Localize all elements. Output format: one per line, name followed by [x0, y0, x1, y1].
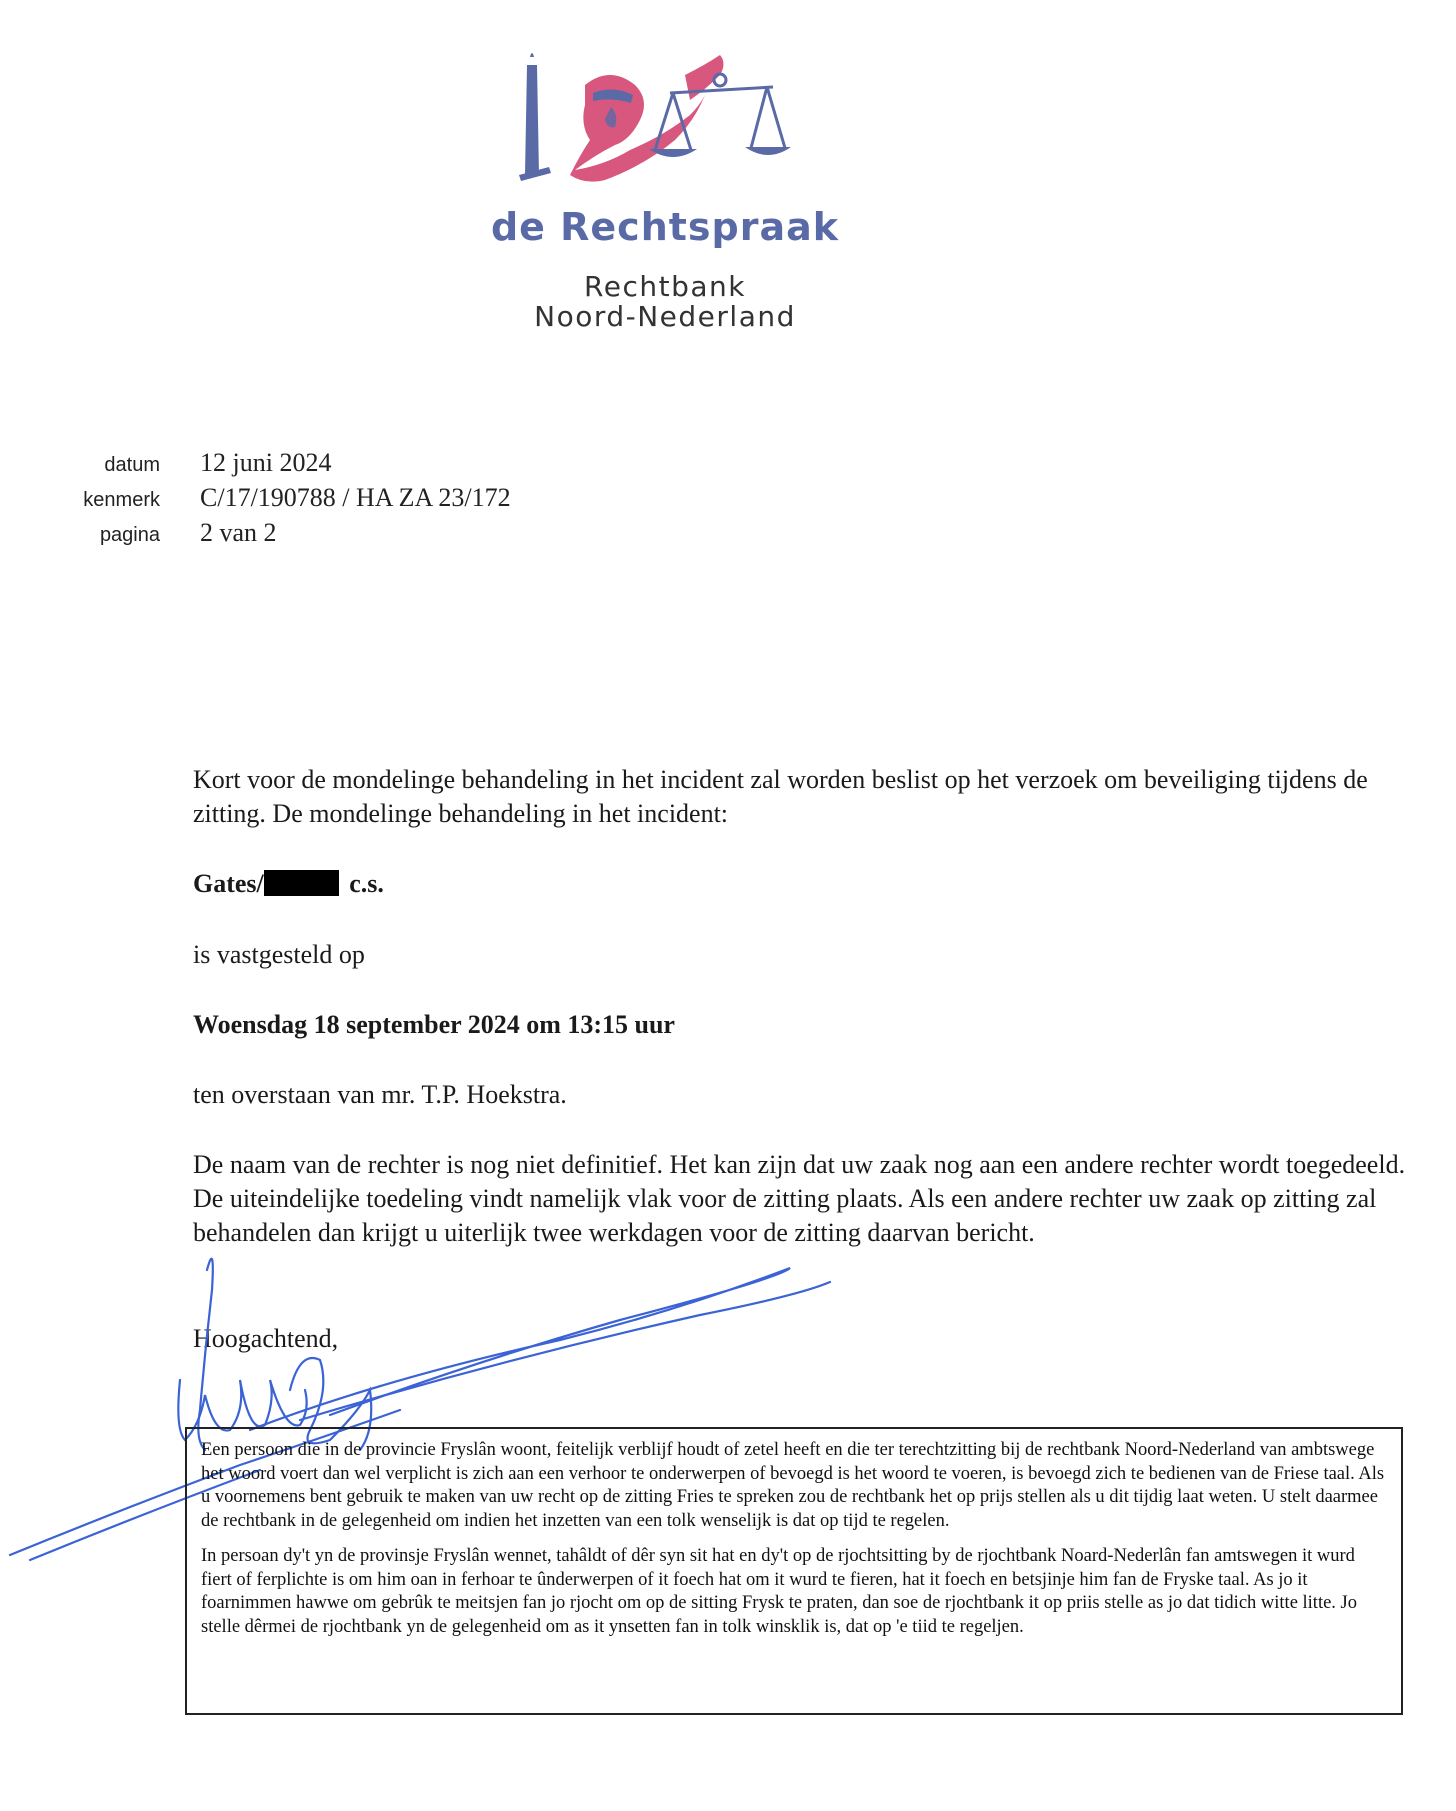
meta-label: kenmerk	[83, 489, 160, 511]
letterhead	[0, 0, 1456, 340]
fixed-on-line: is vastgesteld op	[193, 940, 365, 969]
intro-paragraph: Kort voor de mondelinge behandeling in het incident zal worden beslist op het verzoek om beveiliging tijdens de zitting. De mondelinge behandeling in het incident:	[193, 765, 1368, 828]
judge-notice-paragraph: De naam van de rechter is nog niet definitief. Het kan zijn dat uw zaak nog aan een andere rechter wordt toegedeeld. De uiteindelijke toedeling vindt namelijk vlak voor de zitting plaats. Als een andere rechter uw zaak op zitting zal behandelen dan krijgt u uiterlijk twee werkdagen voor de zitting daarvan bericht.	[193, 1150, 1406, 1247]
letter-metadata	[60, 448, 511, 553]
meta-row-pagina	[60, 518, 511, 553]
party-suffix: c.s.	[349, 869, 384, 898]
meta-label: datum	[104, 454, 160, 476]
party-name: Gates/	[193, 869, 264, 898]
redaction-bar	[264, 870, 339, 896]
meta-value: 2 van 2	[200, 518, 277, 547]
sword-icon	[525, 65, 539, 175]
court-name-line2: Noord-Nederland	[534, 300, 796, 333]
meta-row-datum	[60, 448, 511, 483]
notice-dutch: Een persoon die in de provincie Fryslân woont, feitelijk verblijf houdt of zetel heeft en die ter terechtzitting bij de rechtbank Noord-Nederland van ambtswege het woord voert dan wel verplicht is zich aan een verhoor te onderwerpen of bevoegd is het woord te voeren, is bevoegd zich te bedienen van de Friese taal. Als u voornemens bent gebruik te maken van uw recht op de zitting Fries te spreken zou de rechtbank het op prijs stellen als u dit tijdig laat weten. U stelt daarmee de rechtbank in de gelegenheid om indien het inzetten van een tolk wenselijk is dat op tijd te regelen.	[201, 1440, 1385, 1531]
meta-value: 12 juni 2024	[200, 448, 332, 477]
court-name-line1: Rechtbank	[584, 270, 746, 303]
party-line	[193, 867, 1413, 901]
justitia-logo	[515, 45, 845, 205]
meta-value: C/17/190788 / HA ZA 23/172	[200, 483, 511, 512]
hearing-date-time: Woensdag 18 september 2024 om 13:15 uur	[193, 1010, 675, 1039]
brand-name: de Rechtspraak	[490, 205, 840, 249]
meta-row-kenmerk	[60, 483, 511, 518]
notice-frisian: In persoan dy't yn de provinsje Fryslân wennet, tahâldt of dêr syn sit hat en dy't op de rjochtsitting by de rjochtbank Noard-Nederlân fan amtswegen it wurd fiert of ferplichte is om him oan in ferhoar te ûnderwerpen of it foech hat om it wurd te fieren, hat it foech en betsjinje him fan de Fryske taal. As jo it foarnimmen hawwe om gebrûk te meitsjen fan jo rjocht om op de sitting Frysk te praten, dan soe de rjochtbank it op priis stelle as jo dat tidich witte litte. Jo stelle dêrmei de rjochtbank yn de gelegenheid om as it ynsetten fan in tolk winsklik is, dat op 'e tiid te regeljen.	[201, 1546, 1357, 1637]
judge-line: ten overstaan van mr. T.P. Hoekstra.	[193, 1080, 567, 1109]
meta-label: pagina	[99, 524, 160, 546]
frisian-language-notice	[185, 1427, 1403, 1715]
closing-salutation: Hoogachtend,	[193, 1324, 339, 1353]
